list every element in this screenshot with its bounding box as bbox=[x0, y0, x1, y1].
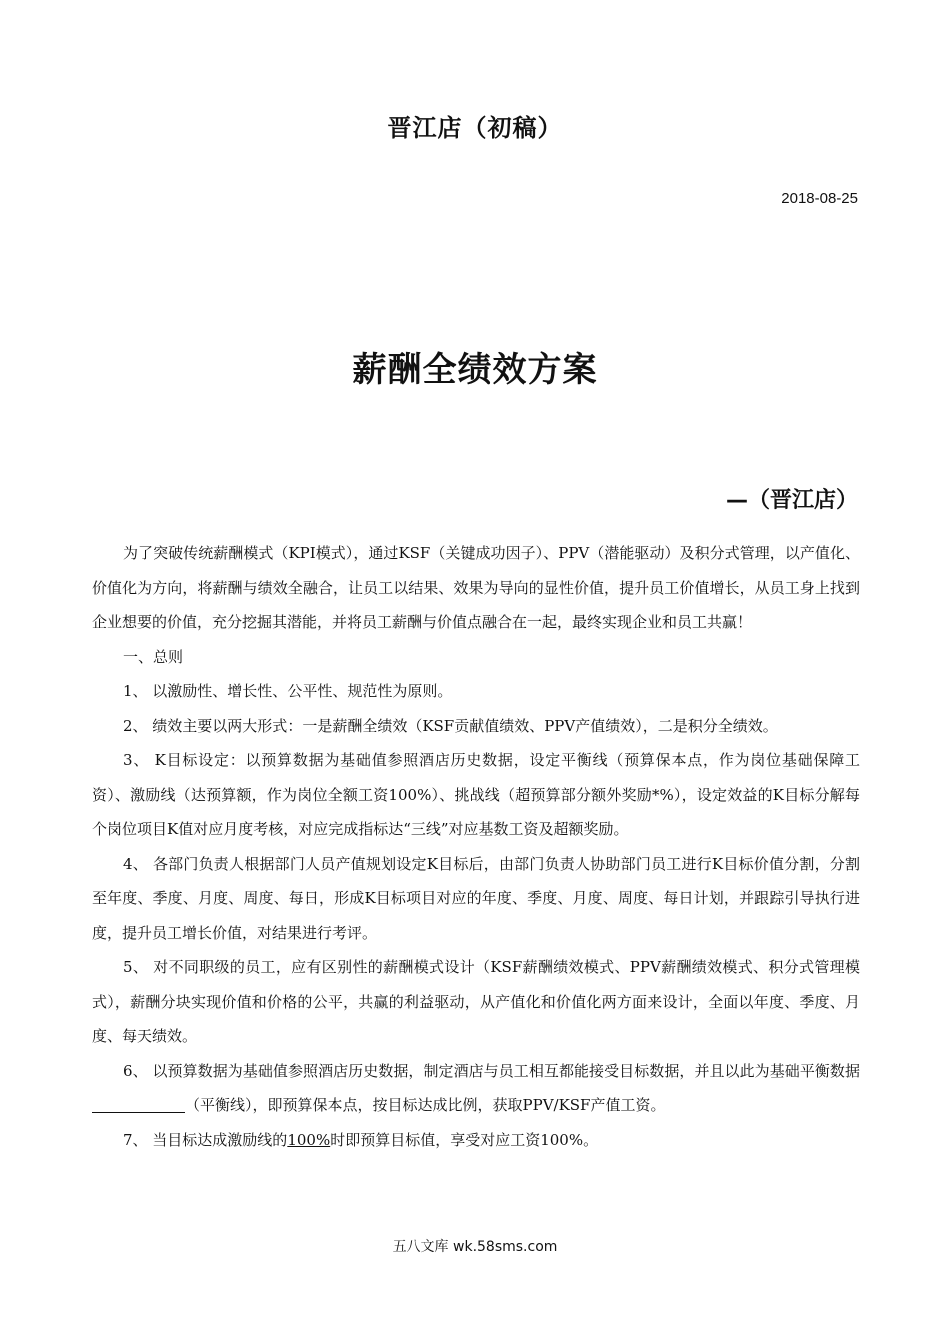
list-item-text: 7、 当目标达成激励线的 bbox=[123, 1130, 288, 1149]
list-item bbox=[92, 1123, 860, 1158]
intro-paragraph: 为了突破传统薪酬模式（KPI模式），通过KSF（关键成功因子）、PPV（潜能驱动）及积分式管理，以产值化、价值化为方向，将薪酬与绩效全融合，让员工以结果、效果为导向的显性价值，提升员工价值增长，从员工身上找到企业想要的价值，充分挖掘其潜能，并将员工薪酬与价值点融合在一起，最终实现企业和员工共赢！ bbox=[92, 544, 860, 631]
list-item-text: 时即预算目标值，享受对应工资100%。 bbox=[330, 1130, 599, 1149]
list-item-text: 6、 以预算数据为基础值参照酒店历史数据，制定酒店与员工相互都能接受目标数据，并且以此为基础平衡数据 bbox=[123, 1061, 860, 1080]
list-item: 3、 K目标设定：以预算数据为基础值参照酒店历史数据，设定平衡线（预算保本点，作为岗位基础保障工资）、激励线（达预算额，作为岗位全额工资100%）、挑战线（超预算部分额外奖励*%），设定效益的K目标分解每个岗位项目K值对应月度考核，对应完成指标达“三线”对应基数工资及超额奖励。 bbox=[92, 751, 860, 838]
main-title: 薪酬全绩效方案 bbox=[352, 350, 598, 390]
footer-watermark: 五八文库 wk.58sms.com bbox=[392, 1239, 558, 1255]
list-item: 5、 对不同职级的员工，应有区别性的薪酬模式设计（KSF薪酬绩效模式、PPV薪酬绩效模式、积分式管理模式），薪酬分块实现价值和价格的公平，共赢的利益驱动，从产值化和价值化两方面来设计，全面以年度、季度、月度、每天绩效。 bbox=[92, 958, 860, 1045]
list-item: 2、 绩效主要以两大形式：一是薪酬全绩效（KSF贡献值绩效、PPV产值绩效），二是积分全绩效。 bbox=[123, 716, 778, 735]
list-item bbox=[92, 1054, 860, 1123]
list-item-text: （平衡线），即预算保本点，按目标达成比例，获取PPV/KSF产值工资。 bbox=[185, 1096, 666, 1114]
fill-in-blank bbox=[92, 1094, 185, 1113]
list-item: 4、 各部门负责人根据部门人员产值规划设定K目标后，由部门负责人协助部门员工进行K目标价值分割，分割至年度、季度、月度、周度、每日，形成K目标项目对应的年度、季度、月度、周度、每日计划，并跟踪引导执行进度，提升员工增长价值，对结果进行考评。 bbox=[92, 854, 860, 942]
section-heading: 一、总则 bbox=[123, 647, 184, 666]
subtitle: —（晋江店） bbox=[725, 488, 858, 513]
document-body bbox=[92, 536, 860, 1157]
header-title: 晋江店（初稿） bbox=[387, 114, 563, 142]
document-date: 2018-08-25 bbox=[781, 190, 858, 207]
list-item: 1、 以激励性、增长性、公平性、规范性为原则。 bbox=[123, 682, 453, 700]
underlined-value: 100% bbox=[287, 1130, 331, 1149]
